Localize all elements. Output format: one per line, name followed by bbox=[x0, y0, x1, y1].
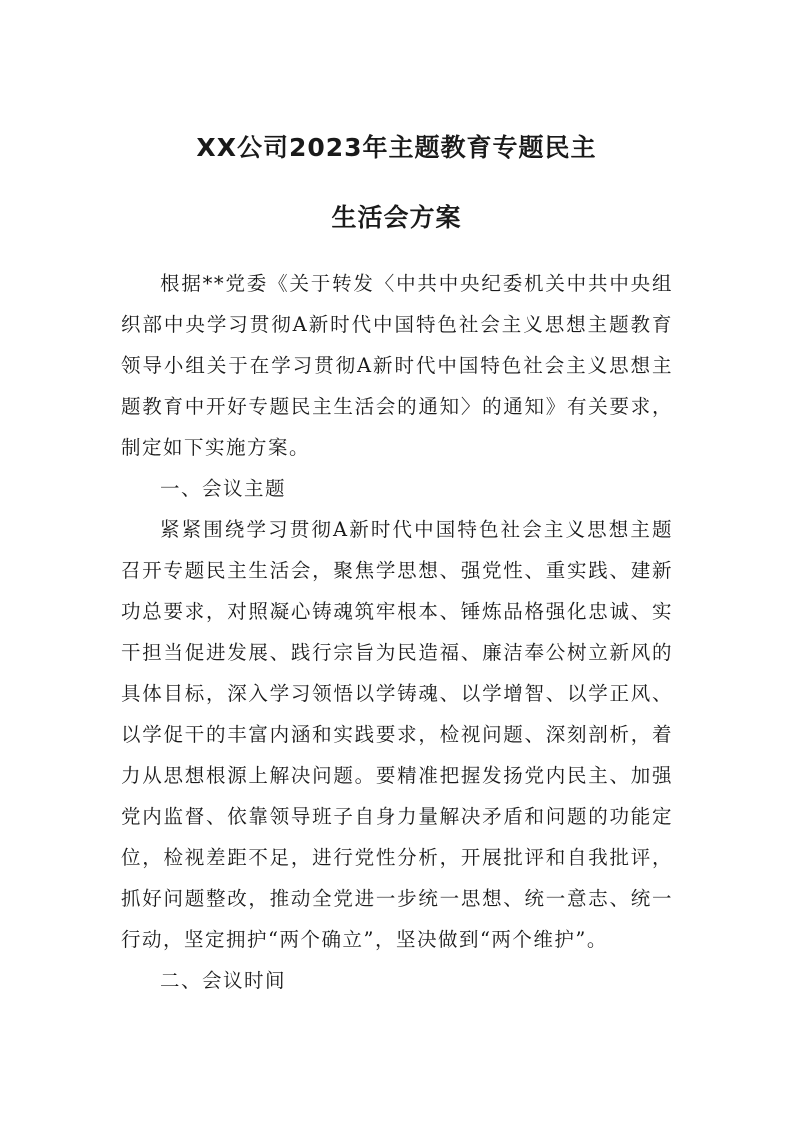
section-1-paragraph: 紧紧围绕学习贯彻A新时代中国特色社会主义思想主题召开专题民主生活会，聚焦学思想、强党性、重实践、建新功总要求，对照凝心铸魂筑牢根本、锤炼品格强化忠诚、实干担当促进发展、践行宗旨为民造福、廉洁奉公树立新风的具体目标，深入学习领悟以学铸魂、以学增智、以学正风、以学促干的丰富内涵和实践要求，检视问题、深刻剖析，着力从思想根源上解决问题。要精准把握发扬党内民主、加强党内监督、依靠领导班子自身力量解决矛盾和问题的功能定位，检视差距不足，进行党性分析，开展批评和自我批评，抓好问题整改，推动全党进一步统一思想、统一意志、统一行动，坚定拥护“两个确立”，坚决做到“两个维护”。 bbox=[121, 518, 673, 951]
section-1-heading: 一、会议主题 bbox=[160, 477, 287, 500]
document-title-line-2: 生活会方案 bbox=[331, 203, 462, 232]
document-title-line-1: XX公司2023年主题教育专题民主 bbox=[196, 133, 597, 162]
section-2-heading: 二、会议时间 bbox=[160, 969, 287, 992]
document-body bbox=[121, 263, 673, 1001]
intro-paragraph: 根据**党委《关于转发〈中共中央纪委机关中共中央组织部中央学习贯彻A新时代中国特色社会主义思想主题教育领导小组关于在学习贯彻A新时代中国特色社会主义思想主题教育中开好专题民主生活会的通知〉的通知》有关要求，制定如下实施方案。 bbox=[121, 272, 673, 459]
